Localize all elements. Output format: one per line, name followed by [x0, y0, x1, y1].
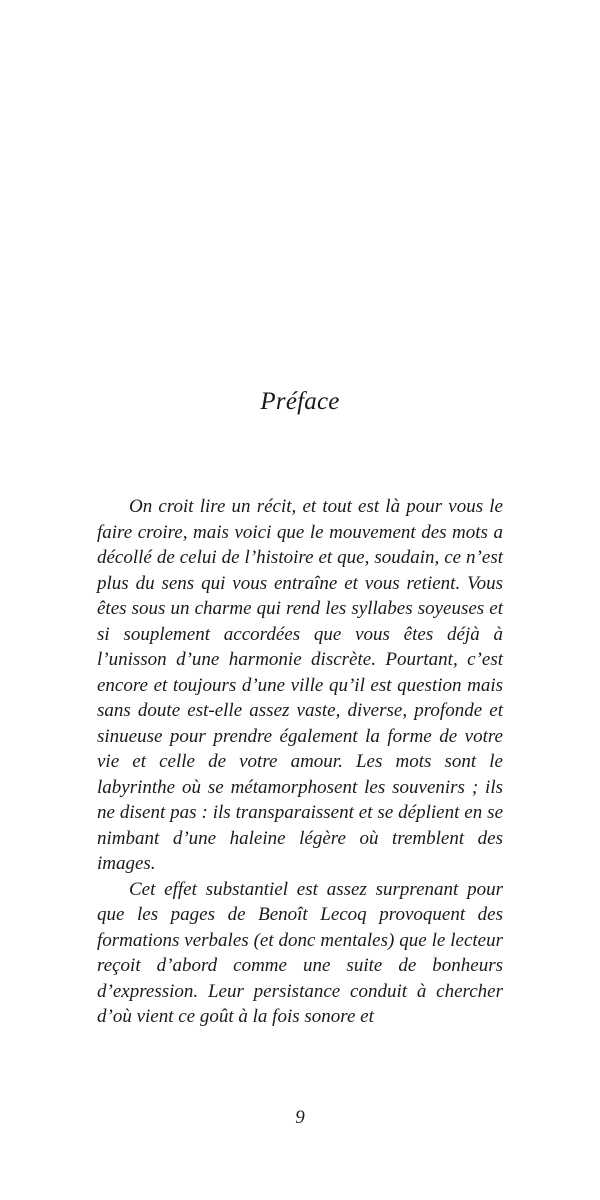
paragraph: Cet effet substantiel est assez surprenant pour que les pages de Benoît Lecoq provoquent des formations verbales (et donc mentales) que le lecteur reçoit d’abord comme une suite de bonheurs d’expression. Leur persistance conduit à chercher d’où vient ce goût à la fois sonore et	[97, 878, 503, 1027]
chapter-title: Préface	[260, 388, 340, 415]
page-number: 9	[295, 1107, 305, 1128]
preface-text	[97, 494, 503, 1030]
paragraph: On croit lire un récit, et tout est là pour vous le faire croire, mais voici que le mouvement des mots a décollé de celui de l’histoire et que, soudain, ce n’est plus du sens qui vous entraîne et vous retient. Vous êtes sous un charme qui rend les syllabes soyeuses et si souplement accordées que vous êtes déjà à l’unisson d’une harmonie discrète. Pourtant, c’est encore et toujours d’une ville qu’il est question mais sans doute est-elle assez vaste, diverse, profonde et sinueuse pour prendre également la forme de votre vie et celle de votre amour. Les mots sont le labyrinthe où se métamorphosent les souvenirs ; ils ne disent pas : ils transparaissent et se déplient en se nimbant d’une haleine légère où tremblent des images.	[97, 496, 503, 874]
